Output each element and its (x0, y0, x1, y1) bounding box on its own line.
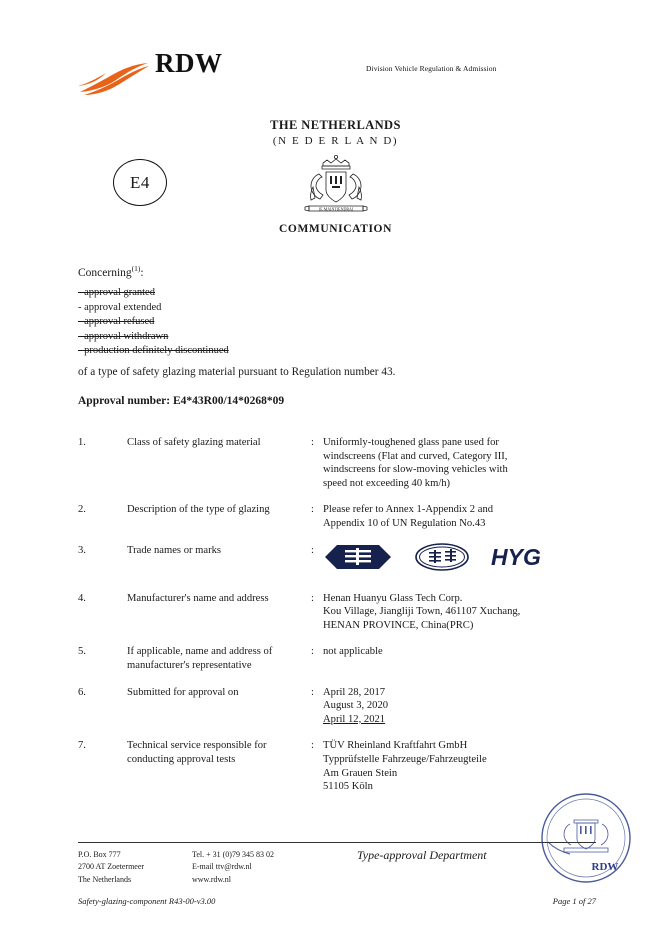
department-signature: Type-approval Department (357, 848, 487, 862)
item-number: 1. (78, 437, 86, 448)
svg-text:HYG: HYG (491, 544, 541, 571)
item-value (323, 544, 598, 576)
rdw-seal-stamp-icon (534, 786, 638, 890)
item-number: 4. (78, 592, 86, 604)
item-value-line: TÜV Rheinland Kraftfahrt GmbH (323, 740, 468, 752)
document-header (0, 24, 671, 84)
item-colon: : (311, 504, 314, 516)
items-table (78, 436, 598, 807)
approval-number-value: E4*43R00/14*0268*09 (173, 395, 285, 407)
item-row-1 (78, 436, 598, 490)
approval-number-label: Approval number: (78, 395, 171, 407)
item-label: Manufacturer's name and address (127, 592, 269, 604)
svg-text:JE MAINTIENDRAI: JE MAINTIENDRAI (318, 206, 354, 212)
item-label: Class of safety glazing material (127, 437, 261, 448)
item-value-line: Kou Village, Jiangliji Town, 461107 Xuchang, (323, 606, 521, 618)
page-number: Page 1 of 27 (552, 896, 596, 906)
footer-divider (78, 842, 596, 843)
option-approval-refused: - approval refused (78, 316, 155, 328)
item-label (127, 645, 311, 672)
item-value (323, 503, 598, 530)
item-value-line: Typprüfstelle Fahrzeuge/Fahrzeugteile (323, 753, 487, 765)
pursuant-text: of a type of safety glazing material pursuant to Regulation number 43. (78, 366, 396, 378)
rdw-wordmark: RDW (155, 48, 223, 78)
concerning-label: Concerning$^{(1)}$: (78, 264, 144, 279)
item-label: Description of the type of glazing (127, 504, 270, 516)
footer-email[interactable]: E-mail ttv@rdw.nl (192, 862, 252, 872)
trade-mark-hyg-icon (491, 544, 553, 575)
item-value-line: windscreens (Flat and curved, Category III, (323, 450, 508, 462)
item-colon: : (311, 740, 314, 752)
item-value-line: 51105 Köln (323, 781, 373, 793)
footer-address (78, 849, 144, 886)
option-production-discontinued: - production definitely discontinued (78, 345, 229, 357)
item-label-text: Technical service responsible for conducting approval tests (127, 740, 267, 765)
e-mark-badge: E4 (113, 159, 167, 206)
item-row-5 (78, 645, 598, 672)
footer-contact (192, 849, 274, 886)
country-name: THE NETHERLANDS (270, 118, 401, 132)
item-number: 6. (78, 686, 86, 698)
item-row-7 (78, 739, 598, 793)
trade-mark-circle-icon (409, 542, 475, 577)
item-colon: : (311, 592, 314, 604)
option-approval-extended: - approval extended (78, 301, 162, 313)
trade-mark-huanyu-icon (323, 542, 393, 577)
item-value-line: HENAN PROVINCE, China(PRC) (323, 619, 474, 631)
item-value (323, 436, 598, 490)
item-colon: : (311, 437, 314, 448)
item-label: Trade names or marks (127, 544, 222, 556)
item-value-line: April 28, 2017 (323, 686, 386, 698)
item-row-3 (78, 544, 598, 576)
item-value-line: Uniformly-toughened glass pane used for (323, 437, 499, 448)
item-colon: : (311, 686, 314, 698)
item-number: 2. (78, 504, 86, 516)
item-value-line-current: April 12, 2021 (323, 713, 386, 725)
concerning-options (78, 286, 229, 359)
communication-title: COMMUNICATION (279, 223, 392, 235)
item-value (323, 645, 598, 672)
item-value-line: speed not exceeding 40 km/h) (323, 477, 451, 489)
item-value-line: August 3, 2020 (323, 700, 389, 712)
option-approval-withdrawn: - approval withdrawn (78, 330, 169, 342)
item-row-2 (78, 503, 598, 530)
footer-address-line: P.O. Box 777 (78, 850, 121, 859)
item-number: 5. (78, 646, 86, 658)
item-value-line: Please refer to Annex 1-Appendix 2 and (323, 504, 494, 516)
footer-address-line: The Netherlands (78, 874, 132, 884)
item-colon: : (311, 646, 314, 658)
item-value-line: Appendix 10 of UN Regulation No.43 (323, 517, 486, 529)
coat-of-arms-icon (289, 154, 383, 222)
approval-number-line (78, 395, 284, 407)
seal-label: RDW (591, 861, 619, 873)
item-value-line: not applicable (323, 646, 383, 658)
item-value-line: Henan Huanyu Glass Tech Corp. (323, 592, 463, 604)
rdw-logo-icon (78, 62, 150, 96)
division-label: Division Vehicle Regulation & Admission (366, 64, 497, 73)
country-native-name: (N E D E R L A N D) (272, 135, 399, 147)
footer-phone: Tel. + 31 (0)79 345 83 02 (192, 850, 274, 859)
footer-address-line: 2700 AT Zoetermeer (78, 862, 145, 872)
item-value (323, 592, 598, 633)
item-row-6 (78, 686, 598, 727)
item-value-line: windscreens for slow-moving vehicles with (323, 464, 508, 476)
item-value (323, 686, 598, 727)
item-number: 3. (78, 544, 86, 556)
trade-marks-group (323, 544, 598, 576)
item-label-text: If applicable, name and address of manufacturer's representative (127, 646, 273, 671)
item-value-line: Am Grauen Stein (323, 767, 398, 779)
document-code: Safety-glazing-component R43-00-v3.00 (78, 896, 216, 906)
item-label (127, 739, 311, 793)
concerning-footnote: (1) (131, 264, 141, 273)
item-number: 7. (78, 740, 86, 752)
option-approval-granted: - approval granted (78, 287, 155, 298)
item-label: Submitted for approval on (127, 686, 239, 698)
concerning-text: Concerning (78, 266, 132, 279)
item-colon: : (311, 544, 314, 556)
footer-website[interactable]: www.rdw.nl (192, 874, 231, 884)
item-row-4 (78, 592, 598, 633)
